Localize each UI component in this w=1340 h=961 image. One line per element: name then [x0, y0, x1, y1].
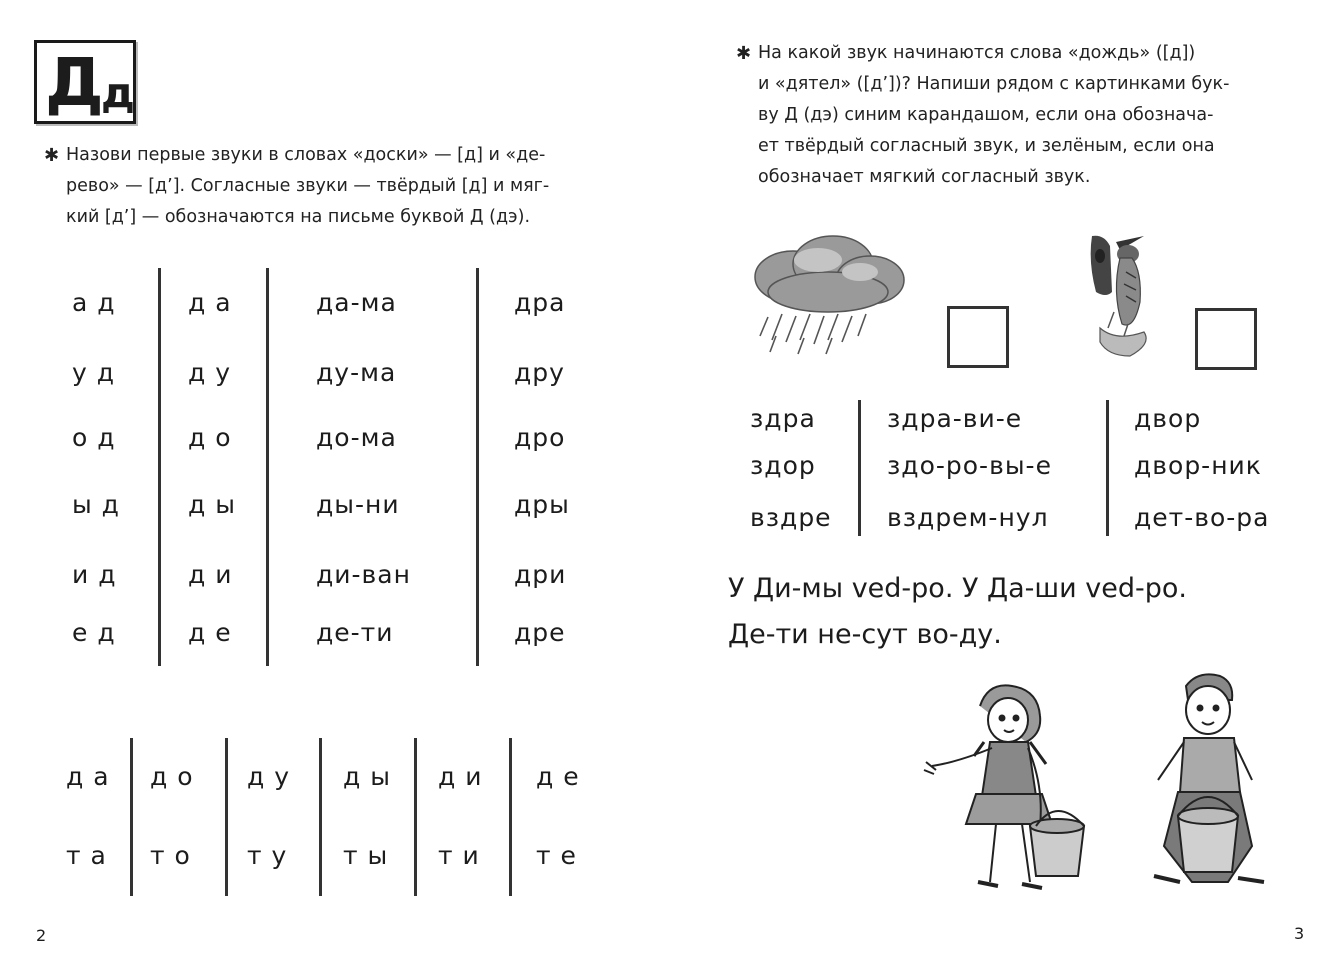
- page-number-right: 3: [1294, 924, 1305, 943]
- asterisk-icon: ✱: [44, 145, 60, 166]
- right-instruction-line: обозначает мягкий согласный звук.: [758, 167, 1091, 187]
- syllable: ду-ма: [316, 358, 397, 387]
- rain-cloud-icon: [748, 232, 910, 360]
- syllable: и д: [72, 560, 117, 589]
- pair-top: д о: [150, 762, 194, 791]
- syllable: а д: [72, 288, 116, 317]
- column-divider: [266, 268, 269, 666]
- word: дет-во-ра: [1134, 503, 1270, 532]
- column-divider: [130, 738, 133, 896]
- pair-top: д а: [66, 762, 110, 791]
- syllable: о д: [72, 423, 116, 452]
- syllable: до-ма: [316, 423, 397, 452]
- word: вздре: [750, 503, 832, 532]
- boy-with-bucket-icon: [1128, 666, 1284, 906]
- syllable: е д: [72, 618, 116, 647]
- syllable: ы д: [72, 490, 120, 519]
- answer-box-2[interactable]: [1195, 308, 1257, 370]
- pair-top: д ы: [343, 762, 391, 791]
- syllable: дре: [514, 618, 566, 647]
- syllable: дра: [514, 288, 566, 317]
- column-divider: [476, 268, 479, 666]
- column-divider: [509, 738, 512, 896]
- left-instruction-line: рево» — [д’]. Согласные звуки — твёрдый [д] и мяг-: [66, 176, 550, 196]
- answer-box-1[interactable]: [947, 306, 1009, 368]
- sentence-line: Де-ти не-сут во-ду.: [728, 619, 1002, 650]
- syllable: ди-ван: [316, 560, 411, 589]
- right-instruction-line: и «дятел» ([д’])? Напиши рядом с картинками бук-: [758, 74, 1230, 94]
- syllable: де-ти: [316, 618, 394, 647]
- word: двор-ник: [1134, 451, 1262, 480]
- pair-bottom: т ы: [343, 841, 389, 870]
- syllable: д и: [188, 560, 233, 589]
- syllable: д о: [188, 423, 232, 452]
- reading-text: [728, 566, 1187, 658]
- syllable: дри: [514, 560, 567, 589]
- word: здо-ро-вы-е: [887, 451, 1052, 480]
- syllable: д у: [188, 358, 232, 387]
- syllable: д а: [188, 288, 232, 317]
- pair-top: д у: [247, 762, 291, 791]
- syllable: дру: [514, 358, 565, 387]
- word: здра-ви-е: [887, 404, 1023, 433]
- word: здра: [750, 404, 816, 433]
- column-divider: [1106, 400, 1109, 536]
- pair-bottom: т у: [247, 841, 288, 870]
- left-instruction-line: Назови первые звуки в словах «доски» — [д] и «де-: [66, 145, 546, 165]
- letter-lower: д: [101, 68, 135, 117]
- right-instruction: [736, 38, 1230, 193]
- pair-bottom: т е: [536, 841, 577, 870]
- letter-box: [34, 40, 136, 124]
- syllable: д е: [188, 618, 232, 647]
- girl-with-bucket-icon: [918, 676, 1116, 904]
- column-divider: [158, 268, 161, 666]
- word: вздрем-нул: [887, 503, 1049, 532]
- pair-top: д е: [536, 762, 580, 791]
- asterisk-icon: ✱: [736, 43, 752, 64]
- syllable: дры: [514, 490, 570, 519]
- syllable: ды-ни: [316, 490, 400, 519]
- column-divider: [414, 738, 417, 896]
- pair-bottom: т а: [66, 841, 107, 870]
- left-instruction-line: кий [д’] — обозначаются на письме буквой Д (дэ).: [66, 207, 531, 227]
- letter-upper: Д: [45, 44, 104, 121]
- column-divider: [858, 400, 861, 536]
- right-instruction-line: ет твёрдый согласный звук, и зелёным, если она: [758, 136, 1215, 156]
- sentence-line: У Ди-мы ved-ро. У Да-ши ved-ро.: [728, 573, 1187, 604]
- pair-bottom: т и: [438, 841, 480, 870]
- woodpecker-icon: [1086, 232, 1162, 362]
- page-number-left: 2: [36, 926, 47, 945]
- syllable: у д: [72, 358, 116, 387]
- column-divider: [319, 738, 322, 896]
- syllable: дро: [514, 423, 566, 452]
- word: здор: [750, 451, 816, 480]
- right-instruction-line: ву Д (дэ) синим карандашом, если она обознача-: [758, 105, 1214, 125]
- pair-bottom: т о: [150, 841, 191, 870]
- syllable: да-ма: [316, 288, 397, 317]
- column-divider: [225, 738, 228, 896]
- right-instruction-line: На какой звук начинаются слова «дождь» ([д]): [758, 43, 1196, 63]
- pair-top: д и: [438, 762, 483, 791]
- syllable: д ы: [188, 490, 236, 519]
- word: двор: [1134, 404, 1202, 433]
- left-instruction: [44, 140, 550, 233]
